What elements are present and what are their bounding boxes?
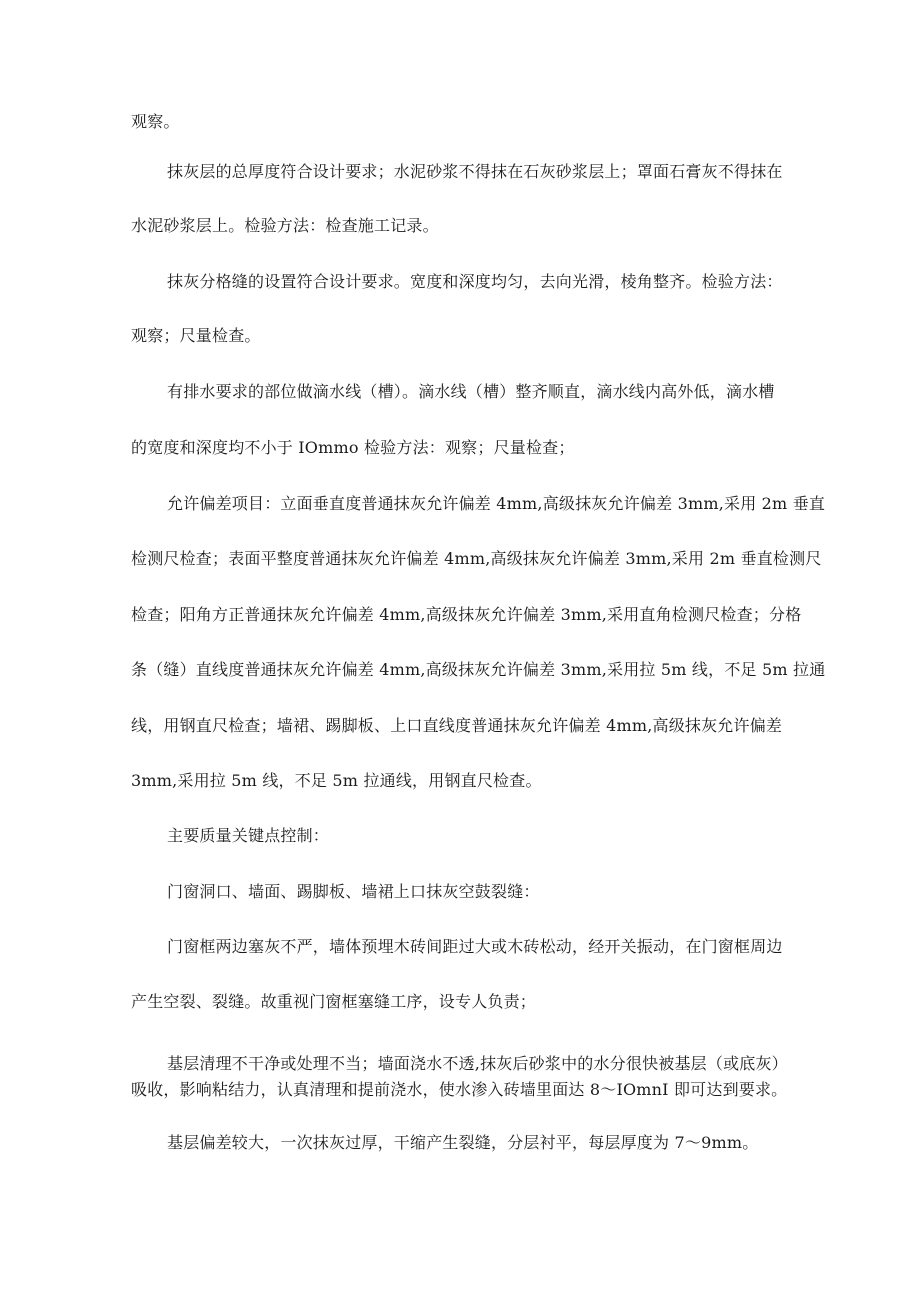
text-line: 基层清理不干净或处理不当；墙面浇水不透,抹灰后砂浆中的水分很快被基层（或底灰）	[167, 1054, 788, 1073]
text-line: 基层偏差较大，一次抹灰过厚，干缩产生裂缝，分层衬平，每层厚度为 7～9mm。	[167, 1133, 759, 1152]
text-line: 吸收，影响粘结力，认真清理和提前浇水，使水渗入砖墙里面达 8～IOmnI 即可达到要求。	[131, 1080, 788, 1099]
text-line: 观察。	[131, 112, 180, 131]
text-line: 产生空裂、裂缝。故重视门窗框塞缝工序，设专人负责；	[131, 992, 537, 1011]
text-line: 线，用钢直尺检查；墙裙、踢脚板、上口直线度普通抹灰允许偏差 4mm,高级抹灰允许偏差	[131, 716, 783, 735]
text-line: 观察；尺量检查。	[131, 326, 261, 345]
text-line: 3mm,采用拉 5m 线，不足 5m 拉通线，用钢直尺检查。	[131, 771, 542, 790]
text-line: 抹灰层的总厚度符合设计要求；水泥砂浆不得抹在石灰砂浆层上；罩面石膏灰不得抹在	[167, 162, 783, 181]
text-line: 门窗洞口、墙面、踢脚板、墙裙上口抹灰空鼓裂缝：	[167, 882, 540, 901]
text-line: 有排水要求的部位做滴水线（槽）。滴水线（槽）整齐顺直，滴水线内高外低，滴水槽	[167, 382, 775, 401]
text-line: 门窗框两边塞灰不严，墙体预埋木砖间距过大或木砖松动，经开关振动，在门窗框周边	[167, 937, 783, 956]
text-line: 检测尺检查；表面平整度普通抹灰允许偏差 4mm,高级抹灰允许偏差 3mm,采用 2m 垂直检测尺	[131, 549, 822, 568]
text-line: 的宽度和深度均不小于 IOmmo 检验方法：观察；尺量检查；	[131, 438, 575, 457]
text-line: 允许偏差项目：立面垂直度普通抹灰允许偏差 4mm,高级抹灰允许偏差 3mm,采用 2m 垂直	[167, 494, 826, 513]
text-line: 水泥砂浆层上。检验方法：检查施工记录。	[131, 216, 439, 235]
text-line: 检查；阳角方正普通抹灰允许偏差 4mm,高级抹灰允许偏差 3mm,采用直角检测尺检查；分格	[131, 605, 802, 624]
text-line: 主要质量关键点控制：	[167, 826, 330, 845]
text-line: 抹灰分格缝的设置符合设计要求。宽度和深度均匀，去向光滑，棱角整齐。检验方法：	[167, 272, 783, 291]
text-line: 条（缝）直线度普通抹灰允许偏差 4mm,高级抹灰允许偏差 3mm,采用拉 5m 线，不足 5m 拉通	[131, 660, 826, 679]
